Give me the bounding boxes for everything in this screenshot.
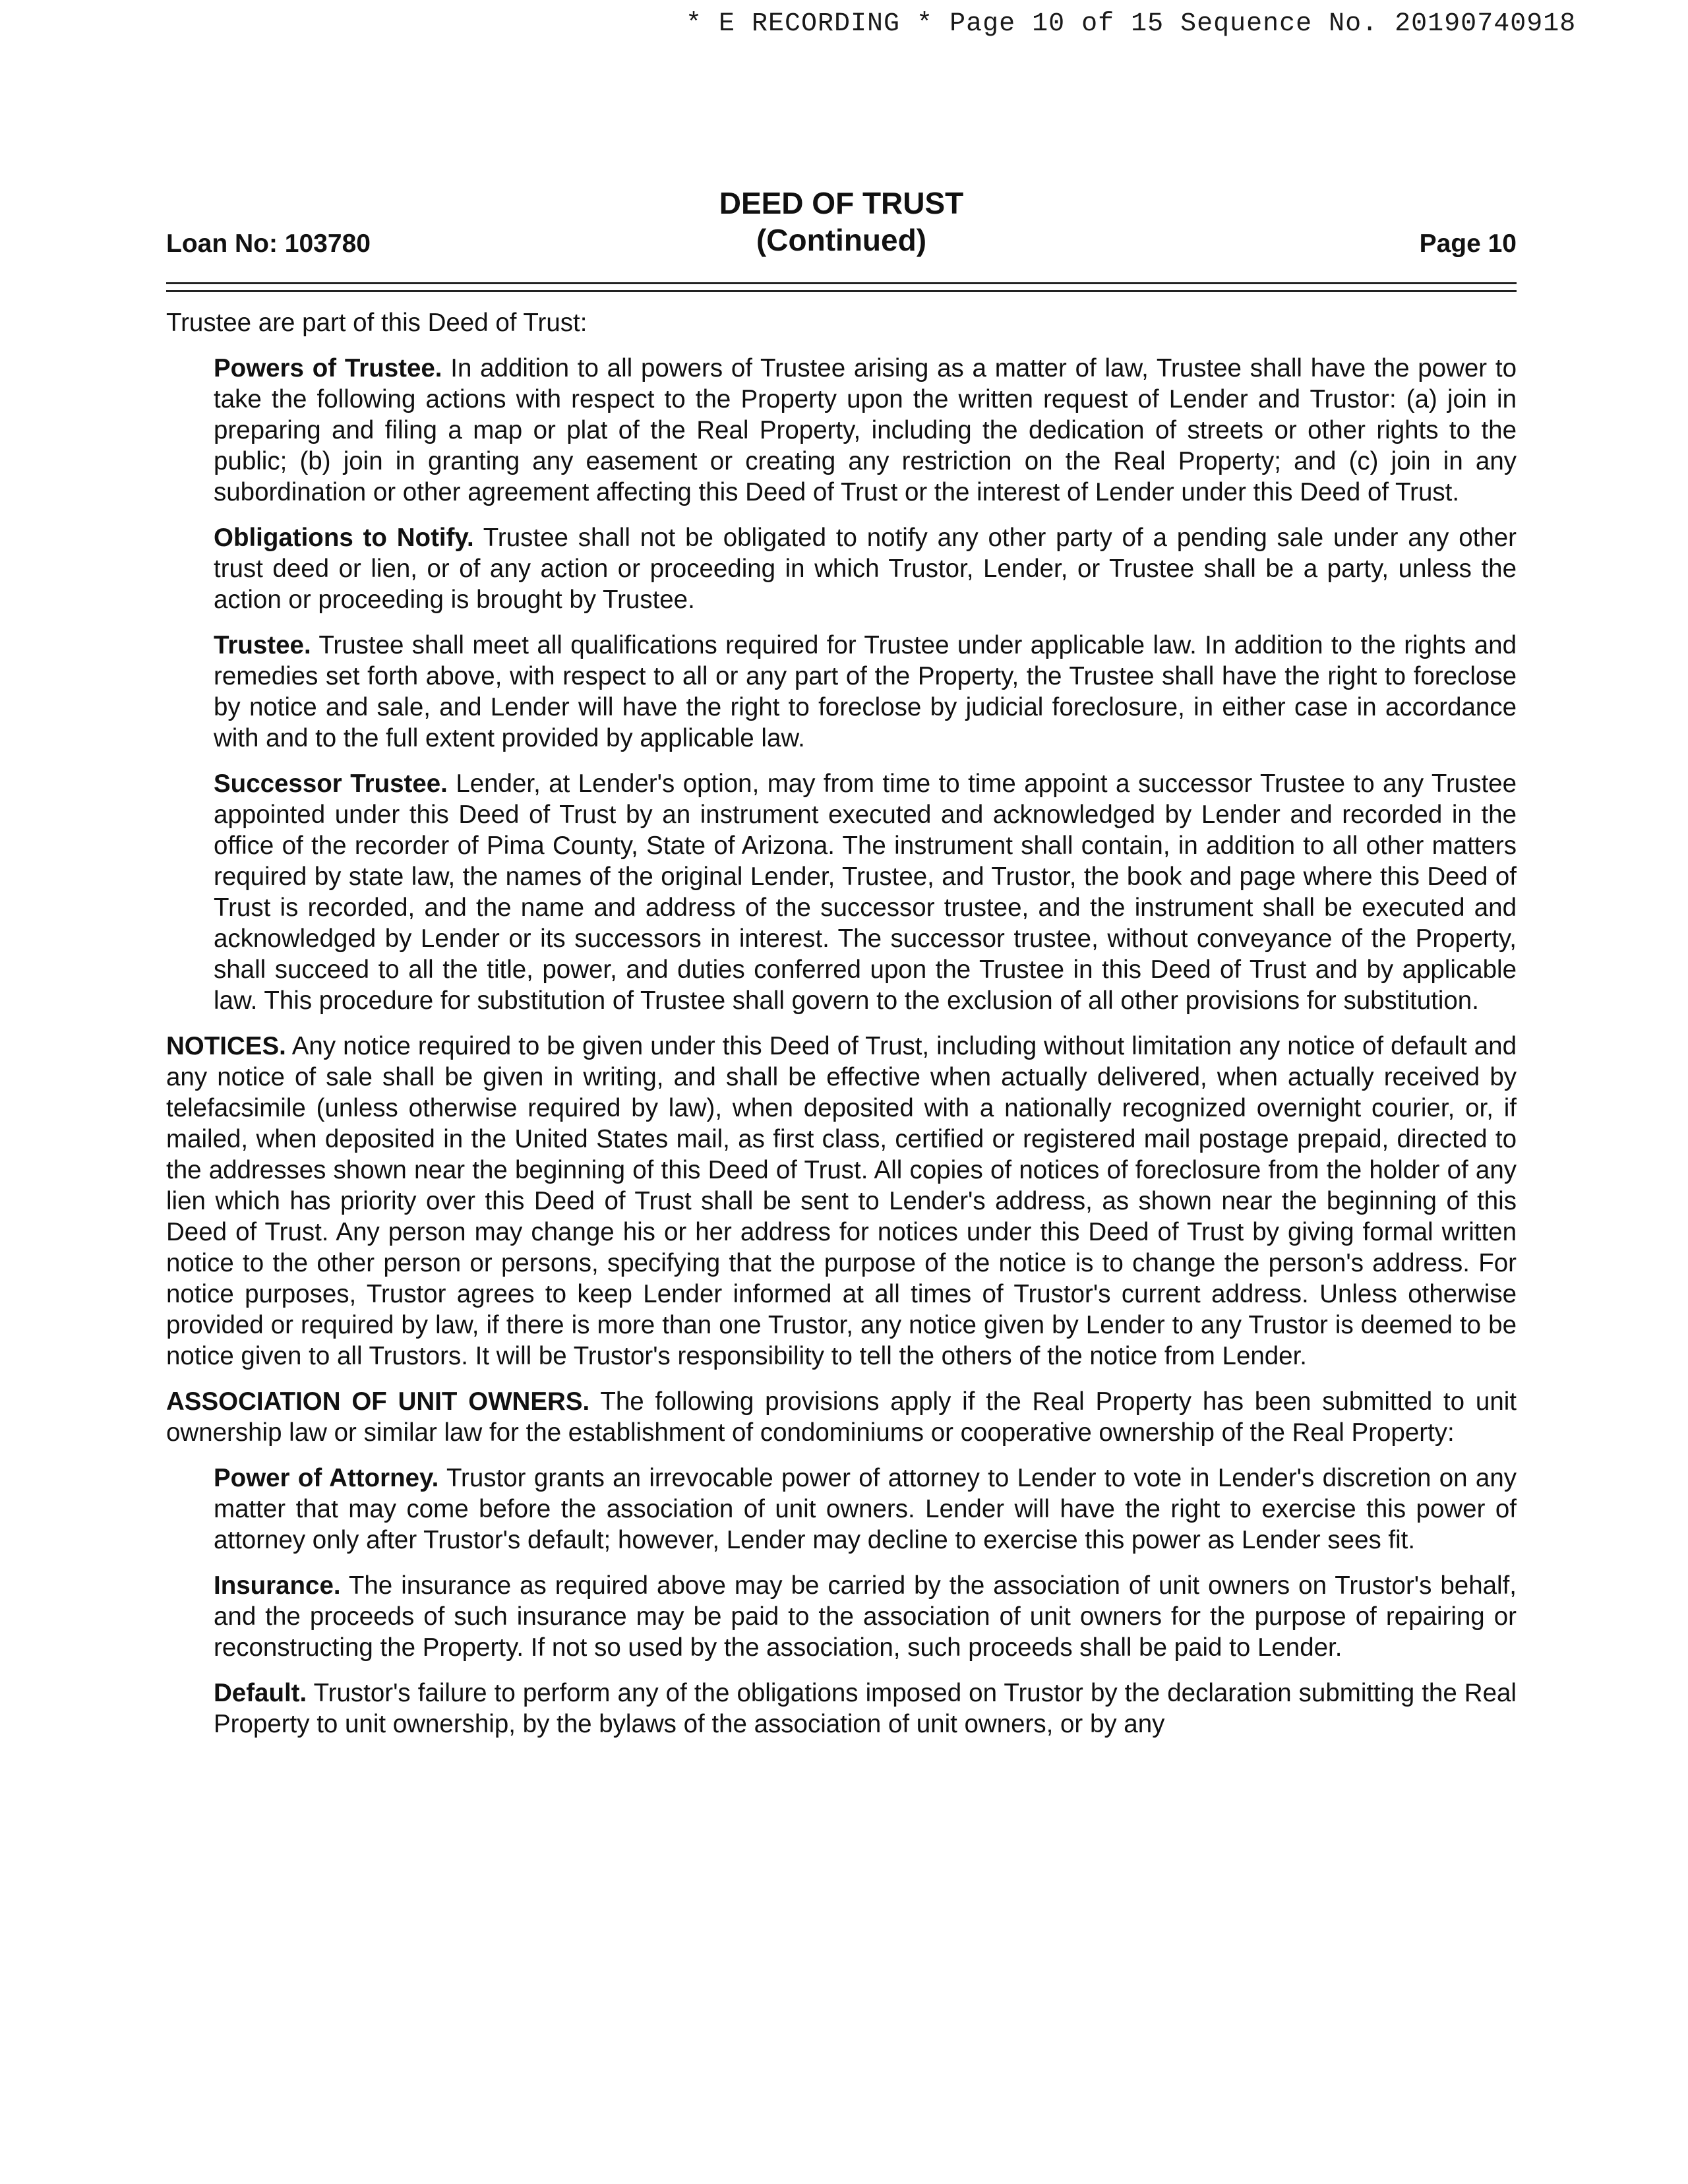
page-header	[166, 185, 1517, 264]
power-of-attorney-paragraph	[214, 1463, 1517, 1556]
loan-number: Loan No: 103780	[166, 229, 371, 258]
insurance-paragraph	[214, 1570, 1517, 1663]
page-number: Page 10	[1419, 229, 1517, 258]
default-paragraph	[214, 1678, 1517, 1740]
powers-of-trustee-heading: Powers of Trustee.	[214, 354, 442, 382]
successor-trustee-paragraph	[214, 768, 1517, 1016]
notices-heading: NOTICES.	[166, 1032, 286, 1060]
document-body	[166, 307, 1517, 1754]
document-title	[166, 185, 1517, 258]
association-paragraph	[166, 1386, 1517, 1448]
default-heading: Default.	[214, 1679, 307, 1707]
insurance-heading: Insurance.	[214, 1571, 341, 1600]
power-of-attorney-text: Trustor grants an irrevocable power of attorney to Lender to vote in Lender's discretion on any matter that may come before the association of unit owners. Lender will have the right to exercise this power of attorney only after Trustor's default; however, Lender may decline to exercise this power as Lender sees fit.	[214, 1464, 1517, 1554]
header-rule-top	[166, 282, 1517, 284]
header-rule-bottom	[166, 290, 1517, 292]
successor-trustee-text: Lender, at Lender's option, may from time to time appoint a successor Trustee to any Trustee appointed under this Deed of Trust by an instrument executed and acknowledged by Lender and recorded in the office of the recorder of Pima County, State of Arizona. The instrument shall contain, in addition to all other matters required by state law, the names of the original Lender, Trustee, and Trustor, the book and page where this Deed of Trust is recorded, and the name and address of the successor trustee, and the instrument shall be executed and acknowledged by Lender or its successors in interest. The successor trustee, without conveyance of the Property, shall succeed to all the title, power, and duties conferred upon the Trustee in this Deed of Trust and by applicable law. This procedure for substitution of Trustee shall govern to the exclusion of all other provisions for substitution.	[214, 770, 1517, 1015]
trustee-text: Trustee shall meet all qualifications required for Trustee under applicable law. In addition to the rights and remedies set forth above, with respect to all or any part of the Property, the Trustee shall have the right to foreclose by notice and sale, and Lender will have the right to foreclose by judicial foreclosure, in either case in accordance with and to the full extent provided by applicable law.	[214, 631, 1517, 752]
powers-of-trustee-text: In addition to all powers of Trustee arising as a matter of law, Trustee shall have the power to take the following actions with respect to the Property upon the written request of Lender and Trustor: (a) join in preparing and filing a map or plat of the Real Property, including the dedication of streets or other rights to the public; (b) join in granting any easement or creating any restriction on the Real Property; and (c) join in any subordination or other agreement affecting this Deed of Trust or the interest of Lender under this Deed of Trust.	[214, 354, 1517, 506]
title-line-2: (Continued)	[756, 223, 927, 257]
powers-of-trustee-paragraph	[214, 353, 1517, 508]
intro-paragraph: Trustee are part of this Deed of Trust:	[166, 309, 588, 337]
recording-stamp: * E RECORDING * Page 10 of 15 Sequence No. 20190740918	[686, 9, 1577, 39]
default-text: Trustor's failure to perform any of the obligations imposed on Trustor by the declaration submitting the Real Property to unit ownership, by the bylaws of the association of unit owners, or by any	[214, 1679, 1517, 1738]
notices-text: Any notice required to be given under this Deed of Trust, including without limitation any notice of default and any notice of sale shall be given in writing, and shall be effective when actually delivered, when actually received by telefacsimile (unless otherwise required by law), when deposited with a nationally recognized overnight courier, or, if mailed, when deposited in the United States mail, as first class, certified or registered mail postage prepaid, directed to the addresses shown near the beginning of this Deed of Trust. All copies of notices of foreclosure from the holder of any lien which has priority over this Deed of Trust shall be sent to Lender's address, as shown near the beginning of this Deed of Trust. Any person may change his or her address for notices under this Deed of Trust by giving formal written notice to the other person or persons, specifying that the purpose of the notice is to change the person's address. For notice purposes, Trustor agrees to keep Lender informed at all times of Trustor's current address. Unless otherwise provided or required by law, if there is more than one Trustor, any notice given by Lender to any Trustor is deemed to be notice given to all Trustors. It will be Trustor's responsibility to tell the others of the notice from Lender.	[166, 1032, 1517, 1370]
association-heading: ASSOCIATION OF UNIT OWNERS.	[166, 1387, 590, 1416]
obligations-heading: Obligations to Notify.	[214, 524, 474, 552]
title-line-1: DEED OF TRUST	[719, 186, 964, 220]
insurance-text: The insurance as required above may be carried by the association of unit owners on Trustor's behalf, and the proceeds of such insurance may be paid to the association of unit owners for the purpose of repairing or reconstructing the Property. If not so used by the association, such proceeds shall be paid to Lender.	[214, 1571, 1517, 1662]
association-text: The following provisions apply if the Real Property has been submitted to unit ownership law or similar law for the establishment of condominiums or cooperative ownership of the Real Property:	[166, 1387, 1517, 1447]
obligations-paragraph	[214, 522, 1517, 615]
trustee-paragraph	[214, 630, 1517, 754]
obligations-text: Trustee shall not be obligated to notify any other party of a pending sale under any other trust deed or lien, or of any action or proceeding in which Trustor, Lender, or Trustee shall be a party, unless the action or proceeding is brought by Trustee.	[214, 524, 1517, 614]
notices-paragraph	[166, 1031, 1517, 1372]
successor-trustee-heading: Successor Trustee.	[214, 770, 448, 798]
power-of-attorney-heading: Power of Attorney.	[214, 1464, 439, 1492]
trustee-heading: Trustee.	[214, 631, 311, 659]
